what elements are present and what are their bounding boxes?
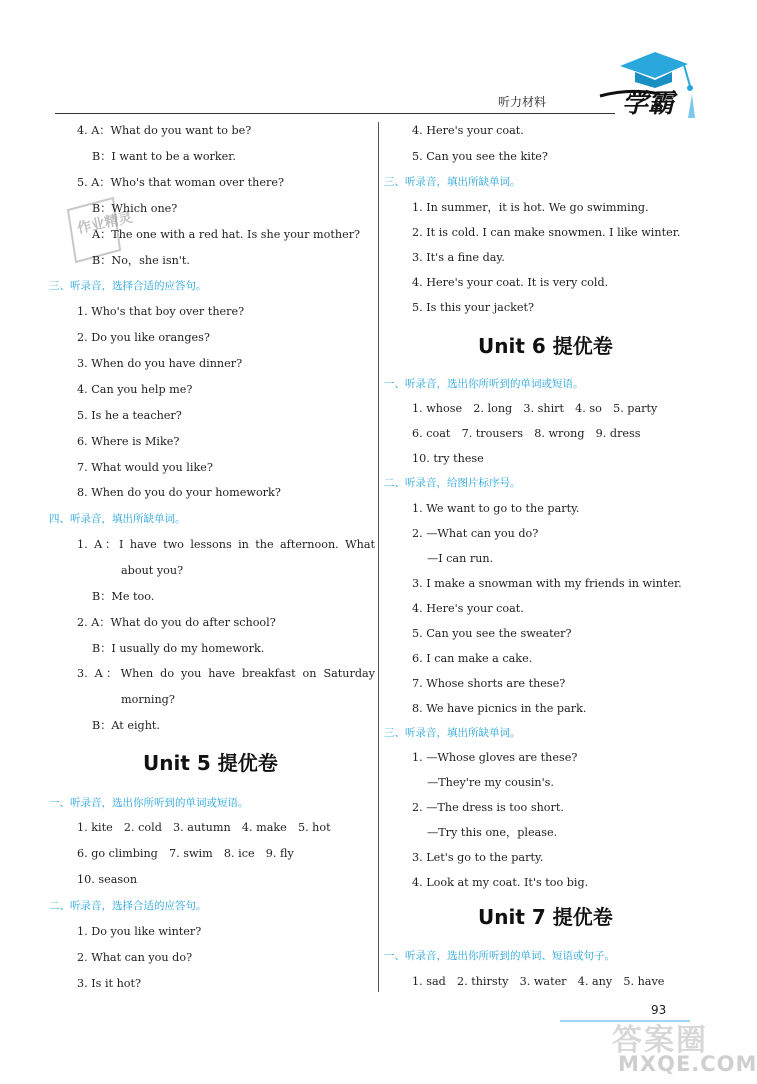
text-line: 4. Here's your coat. xyxy=(412,124,524,137)
text-line: 1. —Whose gloves are these? xyxy=(412,751,578,764)
text-line: 2. —What can you do? xyxy=(412,527,539,540)
text-line: B：At eight. xyxy=(92,719,160,732)
header-label: 听力材料 xyxy=(498,95,547,109)
text-line: 8. When do you do your homework? xyxy=(77,486,281,499)
text-line: B：Which one? xyxy=(92,202,178,215)
text-line: 10. try these xyxy=(412,452,484,465)
text-line: B：I want to be a worker. xyxy=(92,150,236,163)
section-heading: 一、听录音，选出你所听到的单词或短语。 xyxy=(384,378,584,390)
text-line: 4. Here's your coat. xyxy=(412,602,524,615)
logo-text: 学霸 xyxy=(622,89,675,119)
text-line: 1. Do you like winter? xyxy=(77,925,202,938)
text-line: 7. What would you like? xyxy=(77,461,213,474)
text-line: 7. Whose shorts are these? xyxy=(412,677,566,690)
watermark-text: 答案圈 xyxy=(612,1023,708,1058)
text-line: 10. season xyxy=(77,873,138,886)
section-heading: 三、听录音，填出所缺单词。 xyxy=(384,176,521,188)
header-rule xyxy=(55,113,615,114)
page-number: 93 xyxy=(651,1003,667,1017)
text-line: 3. Let's go to the party. xyxy=(412,851,544,864)
unit-title: Unit 6 提优卷 xyxy=(478,334,613,358)
text-line: 1. In summer，it is hot. We go swimming. xyxy=(412,201,649,214)
text-line: 2. What can you do? xyxy=(77,951,193,964)
text-line: 5. Can you see the kite? xyxy=(412,150,548,163)
text-line: —They're my cousin's. xyxy=(427,776,554,789)
text-line: 4. Can you help me? xyxy=(77,383,193,396)
text-line: about you? xyxy=(121,564,184,577)
text-line: 3. When do you have dinner? xyxy=(77,357,243,370)
text-line: 3. Is it hot? xyxy=(77,977,142,990)
text-line: B：No，she isn't. xyxy=(92,254,190,267)
section-heading: 一、听录音，选出你所听到的单词、短语或句子。 xyxy=(384,950,615,962)
text-line: 8. We have picnics in the park. xyxy=(412,702,587,715)
stamp-text: 作业精灵 xyxy=(75,209,134,238)
text-line: 2. —The dress is too short. xyxy=(412,801,564,814)
text-line: —Try this one，please. xyxy=(427,826,558,839)
text-line: 6. I can make a cake. xyxy=(412,652,533,665)
text-line: 5. Is this your jacket? xyxy=(412,301,534,314)
text-line: A：The one with a red hat. Is she your mother? xyxy=(92,228,361,241)
text-line: 4. Here's your coat. It is very cold. xyxy=(412,276,609,289)
text-line: 3. A：When do you have breakfast on Saturday xyxy=(77,667,375,680)
section-heading: 四、听录音，填出所缺单词。 xyxy=(49,513,186,525)
text-line: 5. A：Who's that woman over there? xyxy=(77,176,284,189)
text-line: 1. kite 2. cold 3. autumn 4. make 5. hot xyxy=(77,821,331,834)
text-line: 2. A：What do you do after school? xyxy=(77,616,276,629)
text-line: 1. whose 2. long 3. shirt 4. so 5. party xyxy=(412,402,658,415)
text-line: 1. We want to go to the party. xyxy=(412,502,580,515)
text-line: B：Me too. xyxy=(92,590,155,603)
text-line: 2. It is cold. I can make snowmen. I like winter. xyxy=(412,226,681,239)
watermark-url: MXQE.COM xyxy=(618,1052,757,1076)
text-line: 6. Where is Mike? xyxy=(77,435,180,448)
text-line: 6. go climbing 7. swim 8. ice 9. fly xyxy=(77,847,294,860)
text-line: 5. Is he a teacher? xyxy=(77,409,182,422)
section-heading: 三、听录音，填出所缺单词。 xyxy=(384,727,521,739)
unit-title: Unit 5 提优卷 xyxy=(143,751,278,775)
section-heading: 二、听录音，给图片标序号。 xyxy=(384,477,521,489)
text-line: 4. A：What do you want to be? xyxy=(77,124,252,137)
text-line: 6. coat 7. trousers 8. wrong 9. dress xyxy=(412,427,641,440)
section-heading: 一、听录音，选出你所听到的单词或短语。 xyxy=(49,797,249,809)
text-line: 5. Can you see the sweater? xyxy=(412,627,572,640)
text-line: 3. It's a fine day. xyxy=(412,251,505,264)
section-heading: 二、听录音，选择合适的应答句。 xyxy=(49,900,207,912)
text-line: morning? xyxy=(121,693,175,706)
text-line: 4. Look at my coat. It's too big. xyxy=(412,876,589,889)
text-line: 1. Who's that boy over there? xyxy=(77,305,245,318)
text-line: 2. Do you like oranges? xyxy=(77,331,210,344)
text-line: —I can run. xyxy=(427,552,494,565)
text-line: B：I usually do my homework. xyxy=(92,642,265,655)
unit-title: Unit 7 提优卷 xyxy=(478,905,613,929)
text-line: 3. I make a snowman with my friends in winter. xyxy=(412,577,682,590)
section-heading: 三、听录音，选择合适的应答句。 xyxy=(49,280,207,292)
xueba-logo xyxy=(600,48,700,127)
column-divider xyxy=(378,122,379,992)
text-line: 1. A：I have two lessons in the afternoon. What xyxy=(77,538,375,551)
text-line: 1. sad 2. thirsty 3. water 4. any 5. have xyxy=(412,975,665,988)
